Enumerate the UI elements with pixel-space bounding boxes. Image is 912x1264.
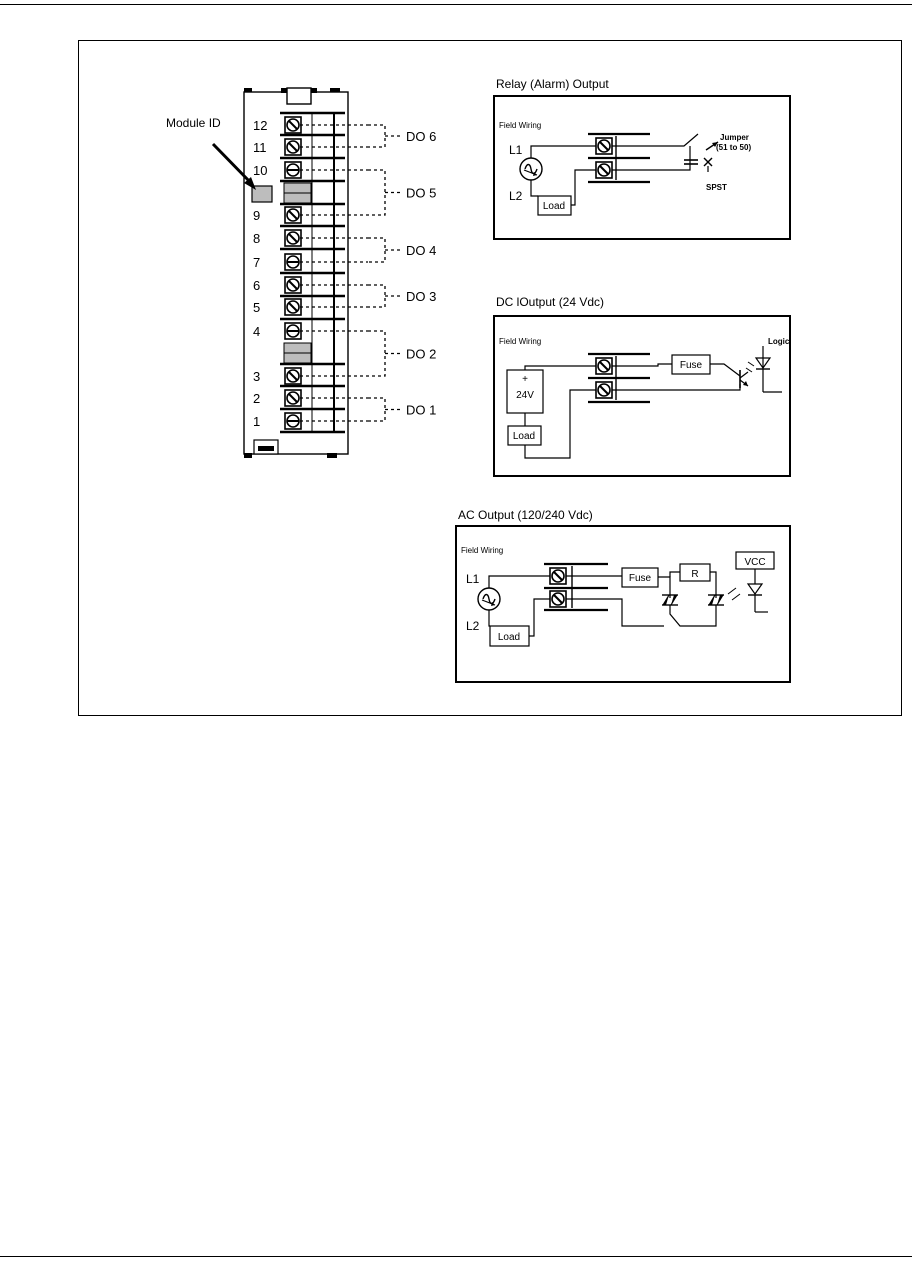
ac-r: R xyxy=(691,569,699,580)
relay-jumper-range: (51 to 50) xyxy=(716,143,752,152)
dc-logic: Logic xyxy=(768,337,790,346)
ac-output-panel xyxy=(456,508,790,682)
dc-title: DC lOutput (24 Vdc) xyxy=(496,295,605,309)
terminal-number: 12 xyxy=(253,118,268,133)
relay-jumper: Jumper xyxy=(720,133,749,142)
relay-l1: L1 xyxy=(509,143,523,157)
terminal-number: 7 xyxy=(253,255,261,270)
output-label: DO 2 xyxy=(406,346,437,362)
terminal-screw xyxy=(285,254,301,270)
ac-fuse: Fuse xyxy=(628,573,652,584)
output-label: DO 6 xyxy=(406,129,437,144)
dc-output-panel xyxy=(494,295,790,476)
terminal-number: 11 xyxy=(253,140,267,155)
terminal-number: 2 xyxy=(253,391,261,406)
terminal-screw xyxy=(285,230,301,246)
terminal-screw xyxy=(285,117,301,133)
terminal-number: 10 xyxy=(253,163,268,178)
ac-load: Load xyxy=(497,632,521,643)
dc-voltage: 24V xyxy=(516,390,534,401)
terminal-number: 8 xyxy=(253,231,261,246)
relay-l2: L2 xyxy=(509,189,523,203)
terminal-screw xyxy=(285,413,301,429)
ac-title: AC Output (120/240 Vdc) xyxy=(458,508,593,522)
terminal-screw xyxy=(285,390,301,406)
relay-load: Load xyxy=(542,201,566,212)
relay-output-panel xyxy=(494,77,790,239)
terminal-screw xyxy=(285,323,301,339)
terminal-module xyxy=(166,88,436,458)
terminal-screw xyxy=(285,277,301,293)
ac-field-wiring: Field Wiring xyxy=(461,546,504,555)
dc-load: Load xyxy=(512,431,536,442)
module-id-label: Module ID xyxy=(166,116,221,130)
terminal-screw xyxy=(285,299,301,315)
relay-field-wiring: Field Wiring xyxy=(499,121,542,130)
terminal-number: 4 xyxy=(253,324,261,339)
output-label: DO 1 xyxy=(406,402,437,418)
terminal-screw xyxy=(285,207,301,223)
terminal-screw xyxy=(285,162,301,178)
ac-vcc: VCC xyxy=(744,557,766,568)
relay-title: Relay (Alarm) Output xyxy=(496,77,609,91)
terminal-number: 3 xyxy=(253,369,261,384)
terminal-screw xyxy=(285,139,301,155)
dc-fuse: Fuse xyxy=(679,360,703,371)
ac-l1: L1 xyxy=(466,572,480,586)
terminal-number: 9 xyxy=(253,208,261,223)
output-label: DO 5 xyxy=(406,185,437,201)
relay-spst: SPST xyxy=(706,183,727,192)
ac-box xyxy=(456,526,790,682)
terminal-number: 5 xyxy=(253,300,261,315)
output-label: DO 4 xyxy=(406,243,437,258)
dc-plus: + xyxy=(522,374,528,385)
terminal-screw xyxy=(285,368,301,384)
ac-l2: L2 xyxy=(466,619,480,633)
terminal-number: 6 xyxy=(253,278,261,293)
output-label: DO 3 xyxy=(406,289,437,304)
terminal-number: 1 xyxy=(253,414,261,429)
dc-field-wiring: Field Wiring xyxy=(499,337,542,346)
